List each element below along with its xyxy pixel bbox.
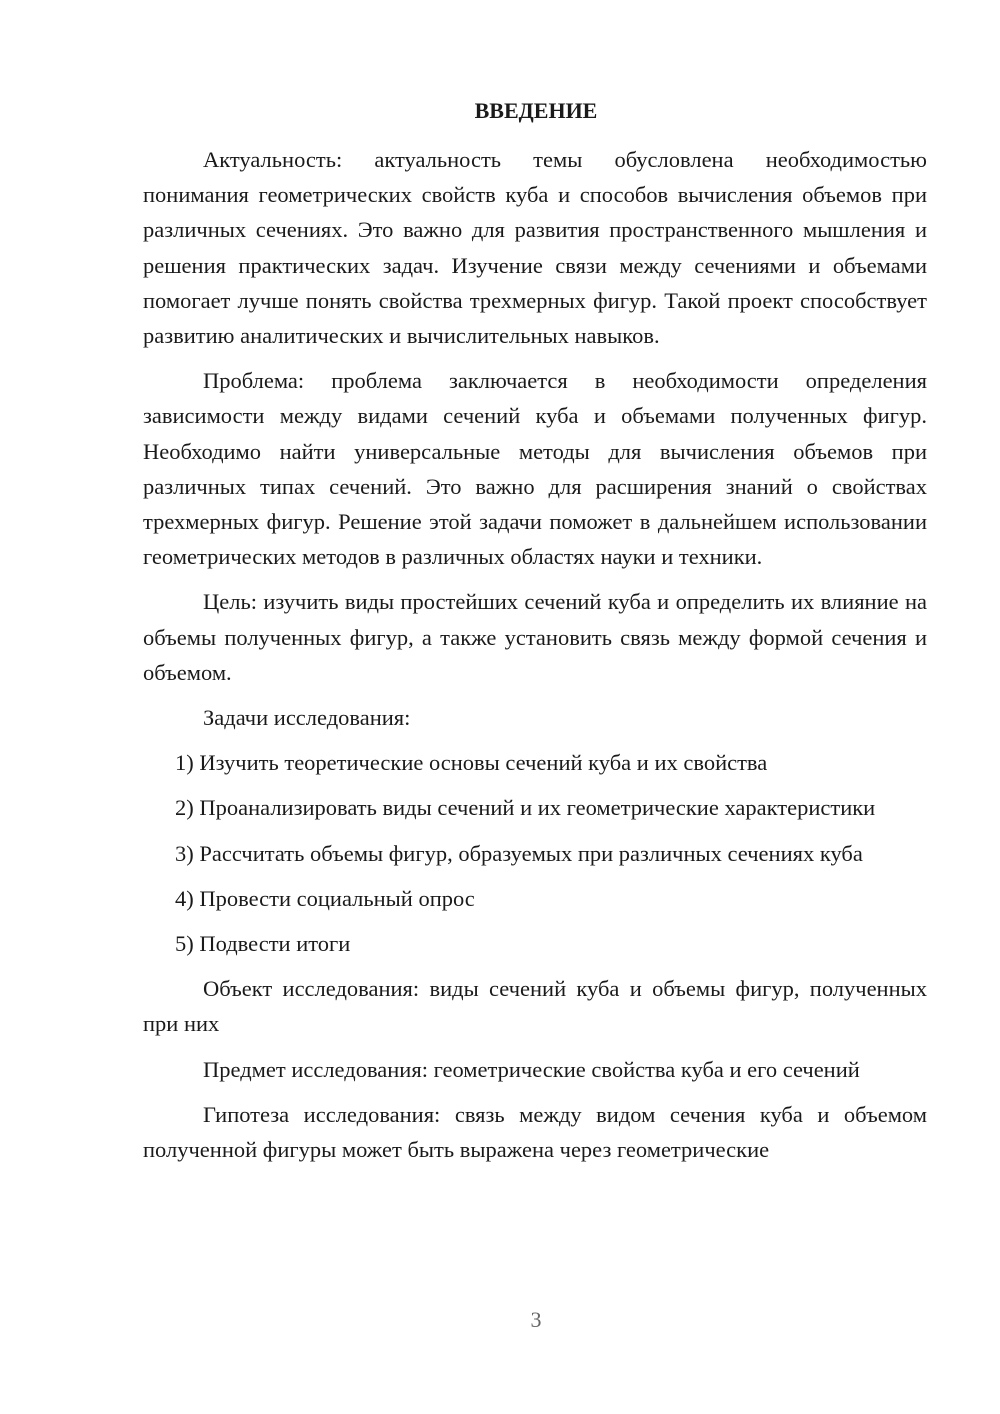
paragraph-problem: Проблема: проблема заключается в необходимости определения зависимости между видами сечений куба и объемами полученных фигур. Необходимо найти универсальные методы для вычисления объемов при различных типах сечений. Это важно для расширения знаний о свойствах трехмерных фигур. Решение этой задачи поможет в дальнейшем использовании геометрических методов в различных областях науки и техники.	[143, 368, 927, 570]
task-item-4: 4) Провести социальный опрос	[175, 885, 475, 911]
task-item-2: 2) Проанализировать виды сечений и их геометрические характеристики	[175, 795, 876, 821]
page-heading: ВВЕДЕНИЕ	[474, 98, 598, 123]
paragraph-tasks-heading: Задачи исследования:	[203, 705, 411, 731]
page-number: 3	[530, 1307, 542, 1332]
task-item-3: 3) Рассчитать объемы фигур, образуемых при различных сечениях куба	[175, 840, 863, 866]
paragraph-goal: Цель: изучить виды простейших сечений куба и определить их влияние на объемы полученных фигур, а также установить связь между формой сечения и объемом.	[143, 589, 927, 685]
task-item-5: 5) Подвести итоги	[175, 931, 351, 957]
body-text	[143, 142, 927, 1177]
paragraph-object: Объект исследования: виды сечений куба и объемы фигур, полученных при них	[143, 976, 927, 1037]
paragraph-hypothesis: Гипотеза исследования: связь между видом сечения куба и объемом полученной фигуры может быть выражена через геометрические	[143, 1101, 927, 1163]
paragraph-subject: Предмет исследования: геометрические свойства куба и его сечений	[203, 1056, 860, 1082]
paragraph-relevance: Актуальность: актуальность темы обусловлена необходимостью понимания геометрических свойств куба и способов вычисления объемов при различных сечениях. Это важно для развития пространственного мышления и решения практических задач. Изучение связи между сечениями и объемами помогает лучше понять свойства трехмерных фигур. Такой проект способствует развитию аналитических и вычислительных навыков.	[143, 147, 927, 349]
task-item-1: 1) Изучить теоретические основы сечений куба и их свойства	[175, 750, 768, 776]
